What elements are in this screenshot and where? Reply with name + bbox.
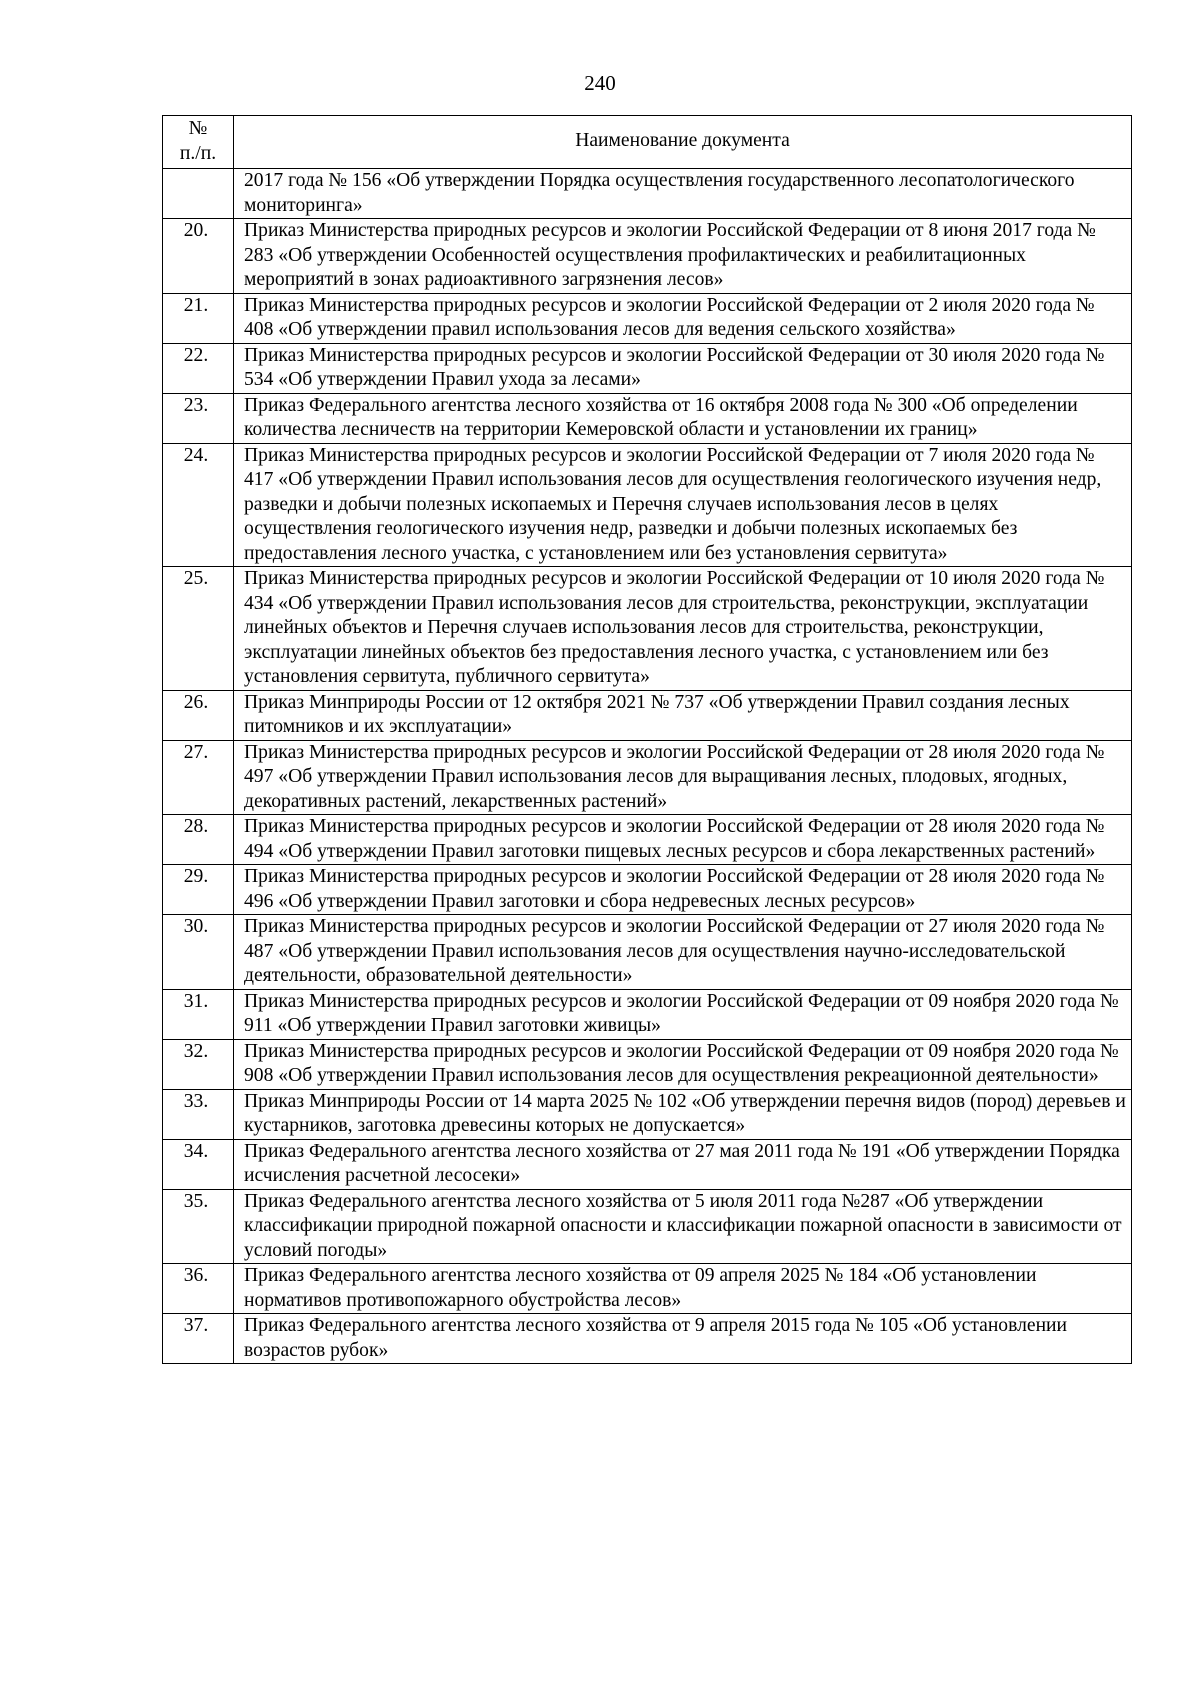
document-title: 2017 года № 156 «Об утверждении Порядка осуществления государственного лесопатологического мониторинга» [234, 169, 1132, 219]
row-number: 20. [163, 219, 234, 294]
table-row [163, 690, 1132, 740]
row-number: 23. [163, 393, 234, 443]
document-title: Приказ Министерства природных ресурсов и экологии Российской Федерации от 10 июля 2020 года № 434 «Об утверждении Правил использования лесов для строительства, реконструкции, эксплуатации линейных объектов и Перечня случаев использования лесов для строительства, реконструкции, эксплуатации линейных объектов без предоставления лесного участка, с установлением или без установления сервитута, публичного сервитута» [234, 567, 1132, 691]
row-number: 32. [163, 1039, 234, 1089]
table-row [163, 169, 1132, 219]
row-number: 27. [163, 740, 234, 815]
row-number: 36. [163, 1264, 234, 1314]
document-title: Приказ Министерства природных ресурсов и экологии Российской Федерации от 8 июня 2017 года № 283 «Об утверждении Особенностей осуществления профилактических и реабилитационных мероприятий в зонах радиоактивного загрязнения лесов» [234, 219, 1132, 294]
document-title: Приказ Минприроды России от 12 октября 2021 № 737 «Об утверждении Правил создания лесных питомников и их эксплуатации» [234, 690, 1132, 740]
row-number: 28. [163, 815, 234, 865]
document-title: Приказ Министерства природных ресурсов и экологии Российской Федерации от 28 июля 2020 года № 496 «Об утверждении Правил заготовки и сбора недревесных лесных ресурсов» [234, 865, 1132, 915]
document-title: Приказ Федерального агентства лесного хозяйства от 09 апреля 2025 № 184 «Об установлении нормативов противопожарного обустройства лесов» [234, 1264, 1132, 1314]
row-number: 29. [163, 865, 234, 915]
table-row [163, 567, 1132, 691]
table-row [163, 815, 1132, 865]
row-number: 24. [163, 443, 234, 567]
table-row [163, 1089, 1132, 1139]
header-number-column [163, 116, 234, 169]
table-row [163, 1039, 1132, 1089]
table-row [163, 219, 1132, 294]
document-title: Приказ Министерства природных ресурсов и экологии Российской Федерации от 09 ноября 2020 года № 911 «Об утверждении Правил заготовки живицы» [234, 989, 1132, 1039]
row-number: 34. [163, 1139, 234, 1189]
document-title: Приказ Министерства природных ресурсов и экологии Российской Федерации от 09 ноября 2020 года № 908 «Об утверждении Правил использования лесов для осуществления рекреационной деятельности» [234, 1039, 1132, 1089]
table-row [163, 1139, 1132, 1189]
document-title: Приказ Федерального агентства лесного хозяйства от 27 мая 2011 года № 191 «Об утверждении Порядка исчисления расчетной лесосеки» [234, 1139, 1132, 1189]
document-title: Приказ Министерства природных ресурсов и экологии Российской Федерации от 28 июля 2020 года № 494 «Об утверждении Правил заготовки пищевых лесных ресурсов и сбора лекарственных растений» [234, 815, 1132, 865]
row-number: 30. [163, 915, 234, 990]
header-document-name: Наименование документа [234, 116, 1132, 169]
table-row [163, 393, 1132, 443]
row-number: 26. [163, 690, 234, 740]
row-number: 37. [163, 1314, 234, 1364]
document-title: Приказ Министерства природных ресурсов и экологии Российской Федерации от 30 июля 2020 года № 534 «Об утверждении Правил ухода за лесами» [234, 343, 1132, 393]
row-number: 31. [163, 989, 234, 1039]
row-number: 35. [163, 1189, 234, 1264]
table-header-row [163, 116, 1132, 169]
table-body [163, 169, 1132, 1364]
document-title: Приказ Министерства природных ресурсов и экологии Российской Федерации от 28 июля 2020 года № 497 «Об утверждении Правил использования лесов для выращивания лесных, плодовых, ягодных, декоративных растений, лекарственных растений» [234, 740, 1132, 815]
table-row [163, 1264, 1132, 1314]
row-number: 21. [163, 293, 234, 343]
document-title: Приказ Министерства природных ресурсов и экологии Российской Федерации от 2 июля 2020 года № 408 «Об утверждении правил использования лесов для ведения сельского хозяйства» [234, 293, 1132, 343]
header-number-sign: № [188, 118, 208, 139]
table-row [163, 1189, 1132, 1264]
table-row [163, 740, 1132, 815]
table-row [163, 293, 1132, 343]
table-row [163, 915, 1132, 990]
document-title: Приказ Министерства природных ресурсов и экологии Российской Федерации от 27 июля 2020 года № 487 «Об утверждении Правил использования лесов для осуществления научно-исследовательской деятельности, образовательной деятельности» [234, 915, 1132, 990]
page-number: 240 [584, 71, 616, 95]
document-title: Приказ Федерального агентства лесного хозяйства от 5 июля 2011 года №287 «Об утверждении классификации природной пожарной опасности и классификации пожарной опасности в зависимости от условий погоды» [234, 1189, 1132, 1264]
header-number-abbrev: п./п. [179, 142, 217, 164]
document-title: Приказ Министерства природных ресурсов и экологии Российской Федерации от 7 июля 2020 года № 417 «Об утверждении Правил использования лесов для осуществления геологического изучения недр, разведки и добычи полезных ископаемых и Перечня случаев использования лесов в целях осуществления геологического изучения недр, разведки и добычи полезных ископаемых без предоставления лесного участка, с установлением или без установления сервитута» [234, 443, 1132, 567]
row-number: 25. [163, 567, 234, 691]
table-row [163, 989, 1132, 1039]
document-title: Приказ Федерального агентства лесного хозяйства от 16 октября 2008 года № 300 «Об определении количества лесничеств на территории Кемеровской области и установлении их границ» [234, 393, 1132, 443]
table-row [163, 343, 1132, 393]
row-number: 22. [163, 343, 234, 393]
row-number [163, 169, 234, 219]
table-row [163, 443, 1132, 567]
row-number: 33. [163, 1089, 234, 1139]
table-row [163, 865, 1132, 915]
document-title: Приказ Минприроды России от 14 марта 2025 № 102 «Об утверждении перечня видов (пород) деревьев и кустарников, заготовка древесины которых не допускается» [234, 1089, 1132, 1139]
documents-table [162, 115, 1132, 1364]
document-title: Приказ Федерального агентства лесного хозяйства от 9 апреля 2015 года № 105 «Об установлении возрастов рубок» [234, 1314, 1132, 1364]
table-row [163, 1314, 1132, 1364]
